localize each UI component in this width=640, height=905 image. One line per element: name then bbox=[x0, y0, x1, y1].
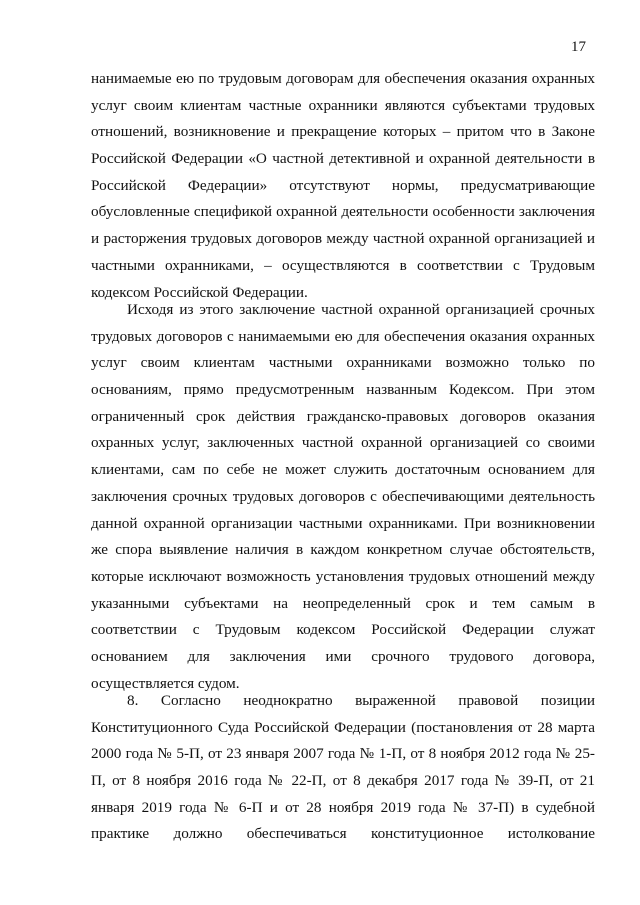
text-line: услуг своим клиентам частными охранниками возможно только по bbox=[91, 354, 595, 372]
text-line: заключения срочных трудовых договоров с обеспечивающими деятельность bbox=[91, 487, 595, 505]
text-line: которые исключают возможность установления трудовых отношений между bbox=[91, 567, 595, 585]
text-line: Конституционного Суда Российской Федерации (постановления от 28 марта bbox=[91, 718, 595, 736]
text-line: основанием для заключения ими срочного трудового договора, bbox=[91, 647, 595, 665]
text-line: ограниченный срок действия гражданско-правовых договоров оказания bbox=[91, 407, 595, 425]
text-line: указанными субъектами на неопределенный срок и тем самым в bbox=[91, 594, 595, 612]
text-line: трудовых договоров с нанимаемыми ею для обеспечения оказания охранных bbox=[91, 327, 595, 345]
paragraph-continuation bbox=[91, 66, 595, 306]
text-line: частными охранниками, – осуществляются в соответствии с Трудовым bbox=[91, 256, 595, 274]
text-line: соответствии с Трудовым кодексом Российской Федерации служат bbox=[91, 621, 595, 639]
text-line: обусловленные спецификой охранной деятельности особенности заключения bbox=[91, 203, 595, 221]
text-line: Исходя из этого заключение частной охранной организацией срочных bbox=[127, 301, 595, 318]
text-line: же спора выявление наличия в каждом конкретном случае обстоятельств, bbox=[91, 541, 595, 559]
text-line: и расторжения трудовых договоров между частной охранной организацией и bbox=[91, 230, 595, 248]
text-line: данной охранной организации частными охранниками. При возникновении bbox=[91, 514, 595, 532]
text-line: осуществляется судом. bbox=[91, 674, 240, 692]
text-line: кодексом Российской Федерации. bbox=[91, 283, 308, 301]
text-line: услуг своим клиентам частные охранники являются субъектами трудовых bbox=[91, 96, 595, 114]
text-line: П, от 8 ноября 2016 года № 22-П, от 8 декабря 2017 года № 39-П, от 21 bbox=[91, 772, 595, 790]
text-line: отношений, возникновение и прекращение которых – притом что в Законе bbox=[91, 123, 595, 141]
paragraph-conclusion bbox=[91, 297, 595, 697]
text-line: основаниям, прямо предусмотренным названным Кодексом. При этом bbox=[91, 381, 595, 399]
text-line: нанимаемые ею по трудовым договорам для обеспечения оказания охранных bbox=[91, 70, 595, 87]
text-line: 2000 года № 5-П, от 23 января 2007 года № 1-П, от 8 ноября 2012 года № 25- bbox=[91, 745, 595, 763]
text-line: января 2019 года № 6-П и от 28 ноября 2019 года № 37-П) в судебной bbox=[91, 798, 595, 816]
paragraph-item-8 bbox=[91, 688, 595, 848]
page-number: 17 bbox=[571, 39, 586, 55]
text-line: охранных услуг, заключенных частной охранной организацией со своими bbox=[91, 434, 595, 452]
text-line: Российской Федерации «О частной детективной и охранной деятельности в bbox=[91, 150, 595, 168]
text-line: практике должно обеспечиваться конституционное истолкование bbox=[91, 825, 595, 843]
text-line: 8. Согласно неоднократно выраженной правовой позиции bbox=[127, 692, 595, 709]
text-line: клиентами, сам по себе не может служить достаточным основанием для bbox=[91, 461, 595, 479]
text-line: Российской Федерации» отсутствуют нормы, предусматривающие bbox=[91, 176, 595, 194]
